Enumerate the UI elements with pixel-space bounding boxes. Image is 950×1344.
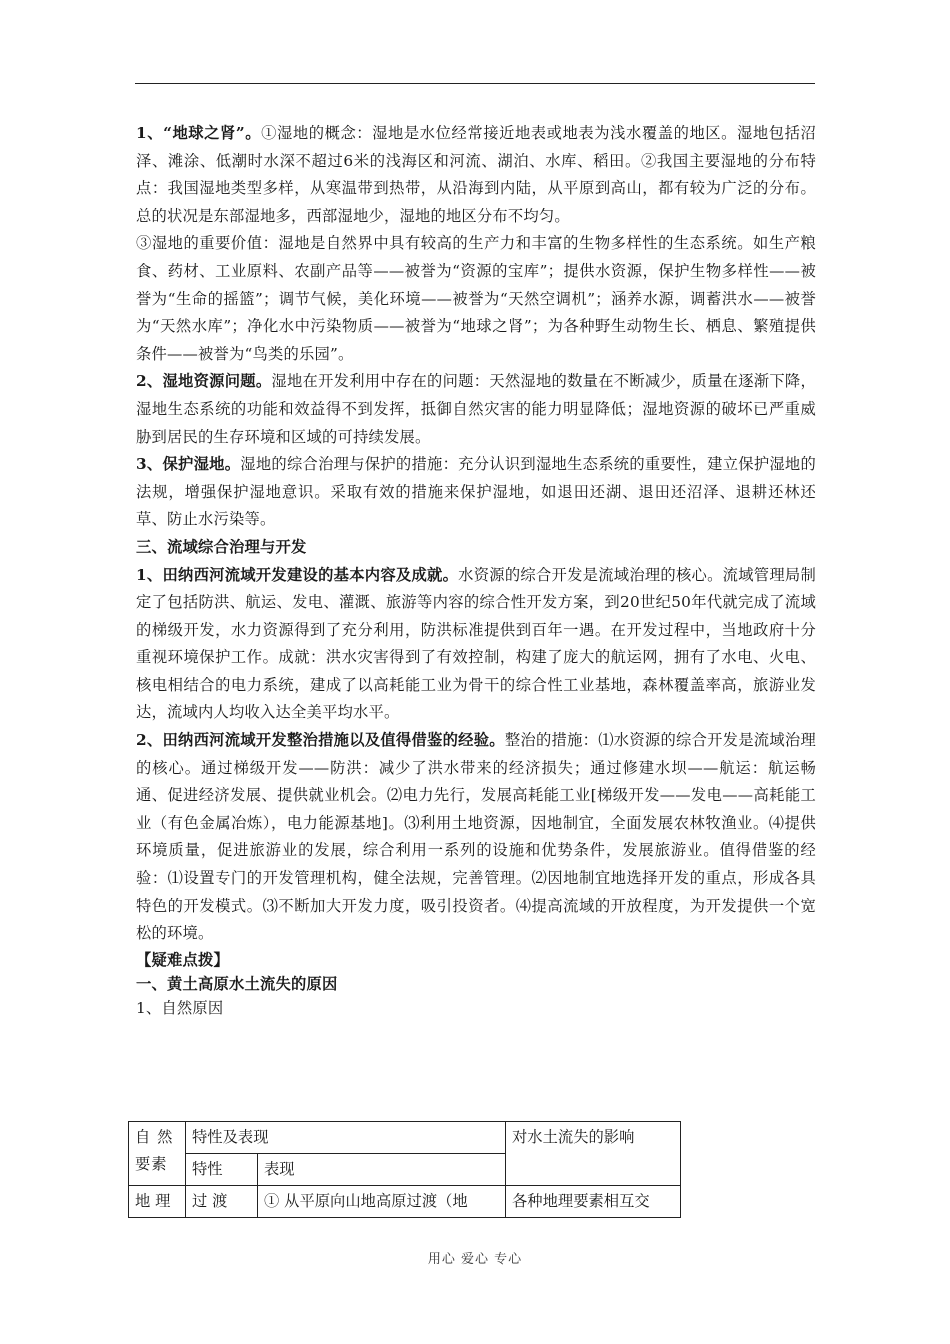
loess-heading: 一、黄土高原水土流失的原因 xyxy=(136,974,338,993)
section-title: 2、湿地资源问题。 xyxy=(136,372,272,391)
section-title: 1、“地球之肾”。 xyxy=(136,124,262,142)
paragraph-text: 水资源的综合开发是流域治理的核心。流域管理局制定了包括防洪、航运、发电、灌溉、旅游等内容的综合性开发方案，到20世纪50年代就完成了流域的梯级开发，水力资源得到了充分利用，防洪标准提供到百年一遇。在开发过程中，当地政府十分重视环境保护工作。成就：洪水灾害得到了有效控制，构建了庞大的航运网，拥有了水电、火电、核电相结合的电力系统，建成了以高耗能工业为骨干的综合性工业基地，森林覆盖率高，旅游业发达，流域内人均收入达全美平均水平。 xyxy=(136,565,816,722)
paragraph-text: 湿地在开发利用中存在的问题：天然湿地的数量在不断减少，质量在逐渐下降，湿地生态系统的功能和效益得不到发挥，抵御自然灾害的能力明显降低；湿地资源的破坏已严重威胁到居民的生存环境和区域的可持续发展。 xyxy=(136,372,816,446)
paragraph-text: 整治的措施：⑴水资源的综合开发是流域治理的核心。通过梯级开发——防洪：减少了洪水带来的经济损失；通过修建水坝——航运：航运畅通、促进经济发展、提供就业机会。⑵电力先行，发展高耗能工业[梯级开发——发电——高耗能工业（有色金属冶炼），电力能源基地]。⑶利用土地资源，因地制宜，全面发展农林牧渔业。⑷提供环境质量，促进旅游业的发展，综合利用一系列的设施和优势条件，发展旅游业。值得借鉴的经验：⑴设置专门的开发管理机构，健全法规，完善管理。⑵因地制宜地选择开发的重点，形成各具特色的开发模式。⑶不断加大开发力度，吸引投资者。⑷提高流域的开放程度，为开发提供一个宽松的环境。 xyxy=(136,731,816,943)
paragraph-earth-kidney xyxy=(136,120,816,230)
table-header-impact: 对水土流失的影响 xyxy=(506,1122,681,1186)
table-cell-element: 地 理 xyxy=(129,1186,186,1218)
table-cell-characteristic: 过 渡 xyxy=(186,1186,258,1218)
table-cell-expression: ① 从平原向山地高原过渡（地 xyxy=(258,1186,506,1218)
table-header-characteristics: 特性及表现 xyxy=(186,1122,506,1154)
chapter-heading-basin: 三、流域综合治理与开发 xyxy=(136,537,307,556)
table-subheader-expression: 表现 xyxy=(258,1154,506,1186)
paragraph-wetland-value xyxy=(136,230,816,368)
table-header-element: 自 然要素 xyxy=(129,1122,186,1186)
paragraph-text: ①湿地的概念：湿地是水位经常接近地表或地表为浅水覆盖的地区。湿地包括沼泽、滩涂、低潮时水深不超过6米的浅海区和河流、湖泊、水库、稻田。②我国主要湿地的分布特点：我国湿地类型多样，从寒温带到热带，从沿海到内陆，从平原到高山，都有较为广泛的分布。总的状况是东部湿地多，西部湿地少，湿地的地区分布不均匀。 xyxy=(136,124,816,225)
paragraph-wetland-problems xyxy=(136,368,816,451)
section-title: 3、保护湿地。 xyxy=(136,455,241,474)
paragraph-tennessee-measures xyxy=(136,727,816,948)
paragraph-protect-wetland xyxy=(136,451,816,534)
table-cell-impact: 各种地理要素相互交 xyxy=(506,1186,681,1218)
paragraph-text: 湿地的综合治理与保护的措施：充分认识到湿地生态系统的重要性，建立保护湿地的法规，增强保护湿地意识。采取有效的措施来保护湿地，如退田还湖、退田还沼泽、退耕还林还草、防止水污染等。 xyxy=(136,455,816,529)
document-body xyxy=(136,120,816,1020)
section-title: 1、田纳西河流域开发建设的基本内容及成就。 xyxy=(136,565,459,584)
natural-factors-table xyxy=(128,1121,681,1218)
page-footer: 用心 爱心 专心 xyxy=(427,1252,523,1267)
paragraph-text: ③湿地的重要价值：湿地是自然界中具有较高的生产力和丰富的生物多样性的生态系统。如生产粮食、药材、工业原料、农副产品等——被誉为“资源的宝库”；提供水资源，保护生物多样性——被誉为“生命的摇篮”；调节气候，美化环境——被誉为“天然空调机”；涵养水源，调蓄洪水——被誉为“天然水库”；净化水中污染物质——被誉为“地球之肾”；为各种野生动物生长、栖息、繁殖提供条件——被誉为“鸟类的乐园”。 xyxy=(136,234,816,363)
natural-causes-heading: 1、自然原因 xyxy=(136,998,224,1017)
paragraph-tennessee-achievements xyxy=(136,562,816,728)
header-rule xyxy=(135,83,815,84)
table-subheader-characteristic: 特性 xyxy=(186,1154,258,1186)
section-title: 2、田纳西河流域开发整治措施以及值得借鉴的经验。 xyxy=(136,731,505,750)
difficulty-heading: 【疑难点拨】 xyxy=(136,950,229,969)
